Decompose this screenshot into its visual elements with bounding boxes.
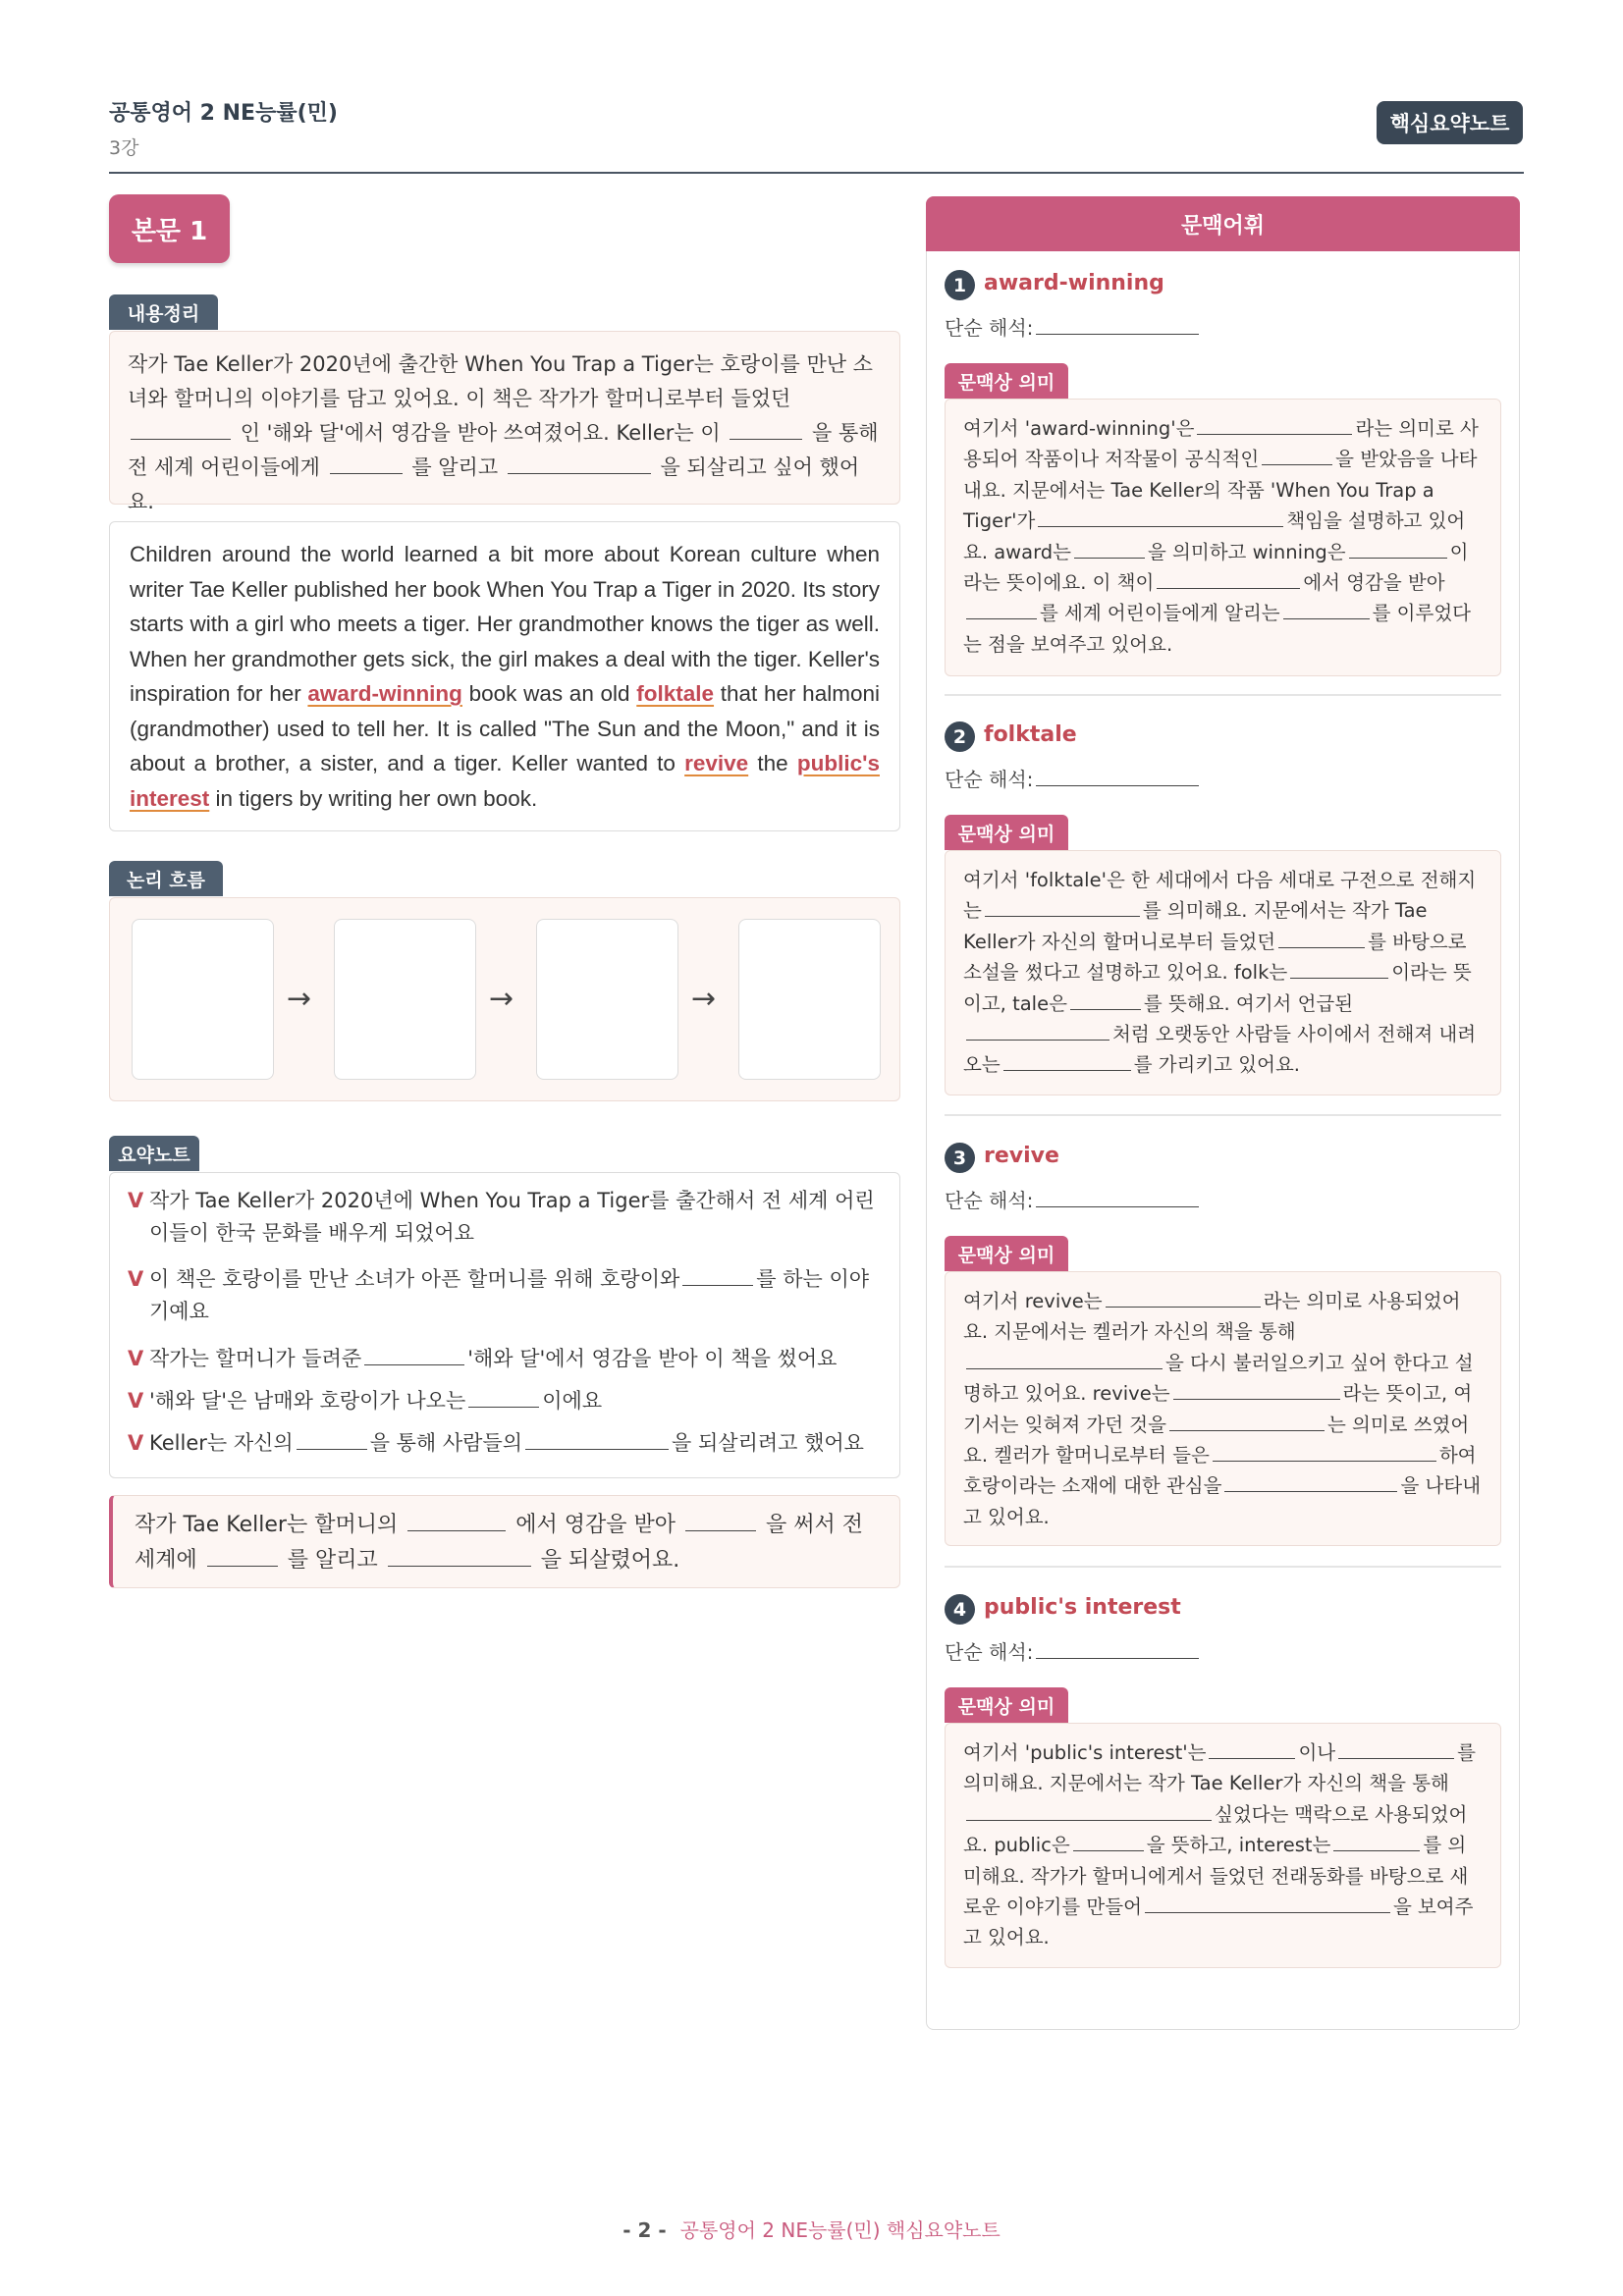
- vocab-highlight: award-winning: [307, 681, 462, 706]
- ctx-text: 를 세계 어린이들에게 알리는: [1040, 602, 1280, 625]
- note-text: 이에요: [542, 1389, 603, 1413]
- ctx-text: 를 뜻해요. 여기서 언급된: [1143, 991, 1354, 1015]
- ctx-text: 이라는 뜻이에요. 이 책이: [963, 540, 1469, 595]
- answer-blank: [730, 419, 802, 440]
- note-item: [128, 1343, 884, 1375]
- passage-text: book was an old: [468, 681, 630, 706]
- answer-blank: [1278, 929, 1365, 948]
- summary-text-5: 을 되살리고 싶어 했어요.: [128, 455, 860, 513]
- answer-blank: [207, 1545, 278, 1567]
- simple-label: 단순 해석:: [945, 1189, 1034, 1212]
- context-meaning-tag: 문맥상 의미: [945, 815, 1068, 850]
- simple-translation: [945, 1185, 1202, 1213]
- note-item: [128, 1263, 884, 1328]
- summary-note-tag: 요약노트: [109, 1136, 199, 1171]
- note-text: 을 통해 사람들의: [369, 1431, 523, 1455]
- simple-label: 단순 해석:: [945, 1640, 1034, 1664]
- footer-title: 공통영어 2 NE능률(민) 핵심요약노트: [679, 2218, 1001, 2242]
- ctx-text: 싶었다는 맥락으로 사용되었어요. public은: [963, 1802, 1468, 1857]
- note-text: 이 책은 호랑이를 만난 소녀가 아픈 할머니를 위해 호랑이와: [149, 1267, 680, 1291]
- ctx-text: 처럼 오랫동안 사람들 사이에서 전해져 내려오는: [963, 1023, 1477, 1077]
- ctx-text: 을 뜻하고, interest는: [1146, 1834, 1331, 1857]
- passage-text: the: [757, 751, 788, 775]
- word-divider: [945, 1566, 1501, 1568]
- ctx-text: 을 보여주고 있어요.: [963, 1896, 1474, 1949]
- vocab-highlight: public's interest: [130, 751, 880, 811]
- passage-text: Children around the world learned a bit more about Korean culture when writer Tae Keller published her book When You Trap a Tiger in 2020. Its story starts with a girl who meets a tiger. Her grandmother knows the tiger as well. When her grandmother gets sick, the girl makes a deal with the tiger. Keller's inspiration for her: [130, 542, 880, 706]
- context-meaning-tag: 문맥상 의미: [945, 363, 1068, 399]
- context-meaning-box: [945, 1723, 1501, 1968]
- word-divider: [945, 1114, 1501, 1116]
- answer-blank: [1169, 1412, 1325, 1431]
- flow-step-box[interactable]: [334, 919, 476, 1080]
- answer-blank: [525, 1429, 669, 1450]
- answer-blank: [407, 1510, 506, 1531]
- word-number-badge: 1: [945, 270, 975, 300]
- answer-blank: [1349, 539, 1447, 559]
- ctx-text: 라는 뜻이고, 여기서는 잊혀져 가던 것을: [963, 1382, 1473, 1436]
- summary-text-4: 를 알리고: [411, 455, 499, 479]
- summary-text-3: 을 통해 전 세계 어린이들에게: [128, 421, 879, 479]
- page-footer: [0, 2215, 1623, 2243]
- answer-blank: [1036, 315, 1199, 335]
- word-number-badge: 4: [945, 1594, 975, 1625]
- flow-step-box[interactable]: [738, 919, 881, 1080]
- panel-title: 문맥어휘: [926, 196, 1520, 251]
- flow-step-box[interactable]: [132, 919, 274, 1080]
- answer-blank: [1338, 1740, 1454, 1760]
- answer-blank: [966, 1350, 1163, 1369]
- ctx-text: 을 다시 불러일으키고 싶어 한다고 설명하고 있어요. revive는: [963, 1351, 1474, 1406]
- check-mark-icon: V: [128, 1431, 144, 1455]
- document-title: 공통영어 2 NE능률(민): [109, 101, 338, 126]
- ctx-text: 를 의미해요. 지문에서는 작가 Tae Keller가 자신의 책을 통해: [963, 1741, 1476, 1795]
- simple-translation: [945, 1636, 1202, 1665]
- header-divider: [109, 172, 1524, 174]
- final-text: 작가 Tae Keller는 할머니의: [135, 1513, 399, 1537]
- summary-note-box: [109, 1172, 900, 1478]
- simple-translation: [945, 764, 1202, 792]
- answer-blank: [1157, 570, 1300, 590]
- vocab-word: public's interest: [984, 1595, 1181, 1620]
- ctx-text: 라는 의미로 사용되었어요. 지문에서는 켈러가 자신의 책을 통해: [963, 1290, 1461, 1344]
- context-meaning-box: [945, 850, 1501, 1095]
- final-text: 를 알리고: [287, 1548, 378, 1573]
- english-passage: [109, 521, 900, 831]
- answer-blank: [985, 898, 1140, 918]
- answer-blank: [966, 1022, 1109, 1041]
- simple-label: 단순 해석:: [945, 316, 1034, 340]
- answer-blank: [1333, 1833, 1420, 1852]
- note-text: '해와 달'은 남매와 호랑이가 나오는: [149, 1389, 466, 1413]
- ctx-text: 는 의미로 쓰였어요. 켈러가 할머니로부터 들은: [963, 1413, 1470, 1468]
- ctx-text: 을 나타내고 있어요.: [963, 1474, 1482, 1528]
- answer-blank: [330, 454, 403, 474]
- final-summary-box: [109, 1495, 900, 1588]
- note-item: [128, 1385, 884, 1417]
- word-number-badge: 3: [945, 1143, 975, 1173]
- answer-blank: [1070, 990, 1141, 1010]
- note-text: 을 되살리려고 했어요: [672, 1431, 864, 1455]
- note-type-badge: 핵심요약노트: [1377, 101, 1523, 144]
- vocab-highlight: revive: [684, 751, 749, 775]
- ctx-text: 을 받았음을 나타내요. 지문에서는 Tae Keller의 작품 'When You Trap a Tiger'가: [963, 448, 1478, 533]
- arrow-right-icon: →: [691, 982, 717, 1016]
- answer-blank: [1224, 1473, 1397, 1493]
- context-meaning-box: [945, 399, 1501, 676]
- simple-translation: [945, 312, 1202, 341]
- ctx-text: 를 가리키고 있어요.: [1133, 1053, 1300, 1077]
- final-text: 을 써서 전 세계에: [135, 1513, 863, 1573]
- note-text: 작가 Tae Keller가 2020년에 When You Trap a Tiger를 출간해서 전 세계 어린이들이 한국 문화를 배우게 되었어요: [149, 1189, 875, 1245]
- ctx-text: 를 의미해요. 작가가 할머니에게서 들었던 전래동화를 바탕으로 새로운 이야기를 만들어: [963, 1834, 1469, 1919]
- context-meaning-tag: 문맥상 의미: [945, 1687, 1068, 1723]
- answer-blank: [1106, 1289, 1261, 1308]
- vocab-highlight: folktale: [636, 681, 715, 706]
- flow-step-box[interactable]: [536, 919, 678, 1080]
- note-text: 를 하는 이야기예요: [149, 1267, 870, 1323]
- ctx-text: 이나: [1298, 1741, 1336, 1764]
- context-meaning-box: [945, 1271, 1501, 1546]
- answer-blank: [1173, 1381, 1340, 1401]
- word-number-badge: 2: [945, 721, 975, 752]
- section-label: 본문 1: [109, 194, 230, 263]
- ctx-text: 에서 영감을 받아: [1303, 571, 1445, 595]
- content-summary-box: [109, 331, 900, 513]
- vocab-word: award-winning: [984, 271, 1164, 295]
- answer-blank: [1283, 601, 1370, 620]
- passage-text: in tigers by writing her own book.: [215, 785, 538, 811]
- answer-blank: [297, 1429, 367, 1450]
- final-text: 을 되살렸어요.: [540, 1548, 680, 1573]
- answer-blank: [468, 1387, 539, 1408]
- check-mark-icon: V: [128, 1267, 144, 1291]
- answer-blank: [685, 1510, 756, 1531]
- check-mark-icon: V: [128, 1189, 144, 1212]
- answer-blank: [364, 1345, 464, 1365]
- word-divider: [945, 694, 1501, 696]
- logic-flow-tag: 논리 흐름: [109, 861, 223, 896]
- ctx-text: 여기서 'folktale'은 한 세대에서 다음 세대로 구전으로 전해지는: [963, 869, 1477, 923]
- ctx-text: 여기서 revive는: [963, 1290, 1103, 1312]
- ctx-text: 책임을 설명하고 있어요. award는: [963, 509, 1466, 563]
- answer-blank: [1036, 1639, 1199, 1659]
- note-item: [128, 1427, 884, 1460]
- answer-blank: [966, 1801, 1212, 1821]
- summary-tag: 내용정리: [109, 294, 218, 330]
- context-meaning-tag: 문맥상 의미: [945, 1236, 1068, 1271]
- answer-blank: [1262, 447, 1332, 466]
- ctx-text: 라는 의미로 사용되어 작품이나 저작물이 공식적인: [963, 417, 1479, 471]
- note-item: [128, 1185, 884, 1250]
- answer-blank: [1074, 539, 1145, 559]
- arrow-right-icon: →: [489, 982, 514, 1016]
- answer-blank: [1197, 416, 1352, 436]
- note-text: 작가는 할머니가 들려준: [149, 1347, 362, 1370]
- check-mark-icon: V: [128, 1347, 144, 1370]
- answer-blank: [1145, 1895, 1390, 1914]
- ctx-text: 을 의미하고 winning은: [1147, 540, 1346, 563]
- note-text: '해와 달'에서 영감을 받아 이 책을 썼어요: [467, 1347, 838, 1370]
- vocab-word: revive: [984, 1144, 1059, 1168]
- arrow-right-icon: →: [287, 982, 312, 1016]
- ctx-text: 여기서 'award-winning'은: [963, 417, 1195, 440]
- answer-blank: [1209, 1740, 1295, 1760]
- passage-text: that her halmoni (grandmother) used to tell her. It is called "The Sun and the Moon," and it is about a brother, a sister, and a tiger. Keller wanted to: [130, 681, 880, 775]
- ctx-text: 를 바탕으로 소설을 썼다고 설명하고 있어요. folk는: [963, 930, 1467, 985]
- simple-label: 단순 해석:: [945, 768, 1034, 791]
- answer-blank: [1003, 1052, 1131, 1072]
- ctx-text: 를 이루었다는 점을 보여주고 있어요.: [963, 602, 1472, 656]
- check-mark-icon: V: [128, 1389, 144, 1413]
- ctx-text: 하여 호랑이라는 소재에 대한 관심을: [963, 1444, 1477, 1498]
- ctx-text: 여기서 'public's interest'는: [963, 1741, 1207, 1764]
- answer-blank: [131, 419, 231, 440]
- answer-blank: [1213, 1443, 1436, 1463]
- answer-blank: [508, 454, 651, 474]
- answer-blank: [1038, 508, 1283, 528]
- page-number: - 2 -: [622, 2218, 667, 2242]
- answer-blank: [1036, 767, 1199, 786]
- answer-blank: [682, 1265, 753, 1286]
- ctx-text: 를 의미해요. 지문에서는 작가 Tae Keller가 자신의 할머니로부터 들었던: [963, 899, 1428, 953]
- lesson-label: 3강: [109, 137, 139, 159]
- summary-text-1: 작가 Tae Keller가 2020년에 출간한 When You Trap a Tiger는 호랑이를 만난 소녀와 할머니의 이야기를 담고 있어요. 이 책은 작가가 할머니로부터 들었던: [128, 352, 873, 410]
- answer-blank: [1073, 1833, 1144, 1852]
- summary-text-2: 인 '해와 달'에서 영감을 받아 쓰여졌어요. Keller는 이: [240, 421, 721, 445]
- vocab-word: folktale: [984, 722, 1077, 747]
- answer-blank: [966, 601, 1037, 620]
- final-text: 에서 영감을 받아: [515, 1513, 676, 1537]
- logic-flow-box: [109, 897, 900, 1101]
- note-text: Keller는 자신의: [149, 1431, 294, 1455]
- answer-blank: [1036, 1188, 1199, 1207]
- answer-blank: [1290, 960, 1388, 980]
- answer-blank: [388, 1545, 531, 1567]
- ctx-text: 이라는 뜻이고, tale은: [963, 961, 1472, 1015]
